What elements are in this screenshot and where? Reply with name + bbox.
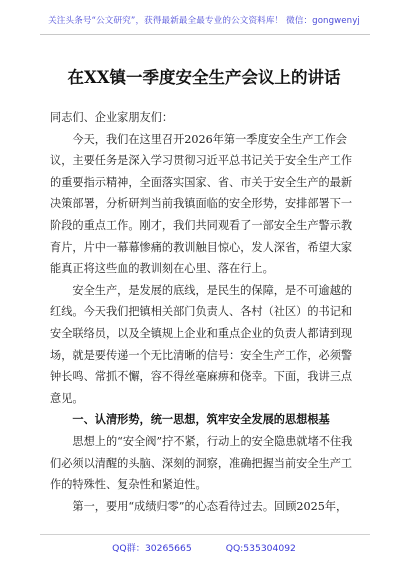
- footer: [0, 540, 408, 554]
- paragraph-1: 今天，我们在这里召开2026年第一季度安全生产工作会议，主要任务是深入学习贯彻习近平总书记关于安全生产工作的重要指示精神，全面落实国家、省、市关于安全生产的最新决策部署，分析研判当前我镇面临的安全形势，安排部署下一阶段的重点工作。刚才，我们共同观看了一部安全生产警示教育片，片中一幕幕惨痛的教训触目惊心，发人深省，希望大家能真正将这些血的教训刻在心里、落在行上。: [50, 132, 353, 276]
- document-title: 在XX镇一季度安全生产会议上的讲话: [67, 68, 341, 87]
- paragraph-4: 第一，要用“成绩归零”的心态看待过去。回顾2025年，: [72, 499, 348, 513]
- document-body: [50, 107, 356, 517]
- header-divider: [40, 34, 370, 35]
- section-heading: 一、认清形势，统一思想，筑牢安全发展的思想根基: [72, 412, 330, 427]
- footer-divider: [40, 534, 370, 535]
- footer-qq-group: QQ群：30265665: [112, 543, 192, 554]
- paragraph-2: 安全生产，是发展的底线，是民生的保障，是不可逾越的红线。今天我们把镇相关部门负责人、各村（社区）的书记和安全联络员，以及全镇规上企业和重点企业的负责人都请到现场，就是要传递一个无比清晰的信号：安全生产工作，必须警钟长鸣、常抓不懈，容不得丝毫麻痹和侥幸。下面，我讲三点意见。: [50, 283, 353, 405]
- salutation: 同志们、企业家朋友们：: [50, 111, 174, 124]
- paragraph-3: 思想上的“安全阀”拧不紧，行动上的安全隐患就堵不住我们必须以清醒的头脑、深刻的洞察，准确把握当前安全生产工作的特殊性、复杂性和紧迫性。: [50, 434, 353, 492]
- header-banner: 关注头条号“公文研究”，获得最新最全最专业的公文资料库！ 微信：gongwenyj: [48, 16, 360, 26]
- footer-qq: QQ:535304092: [225, 543, 296, 554]
